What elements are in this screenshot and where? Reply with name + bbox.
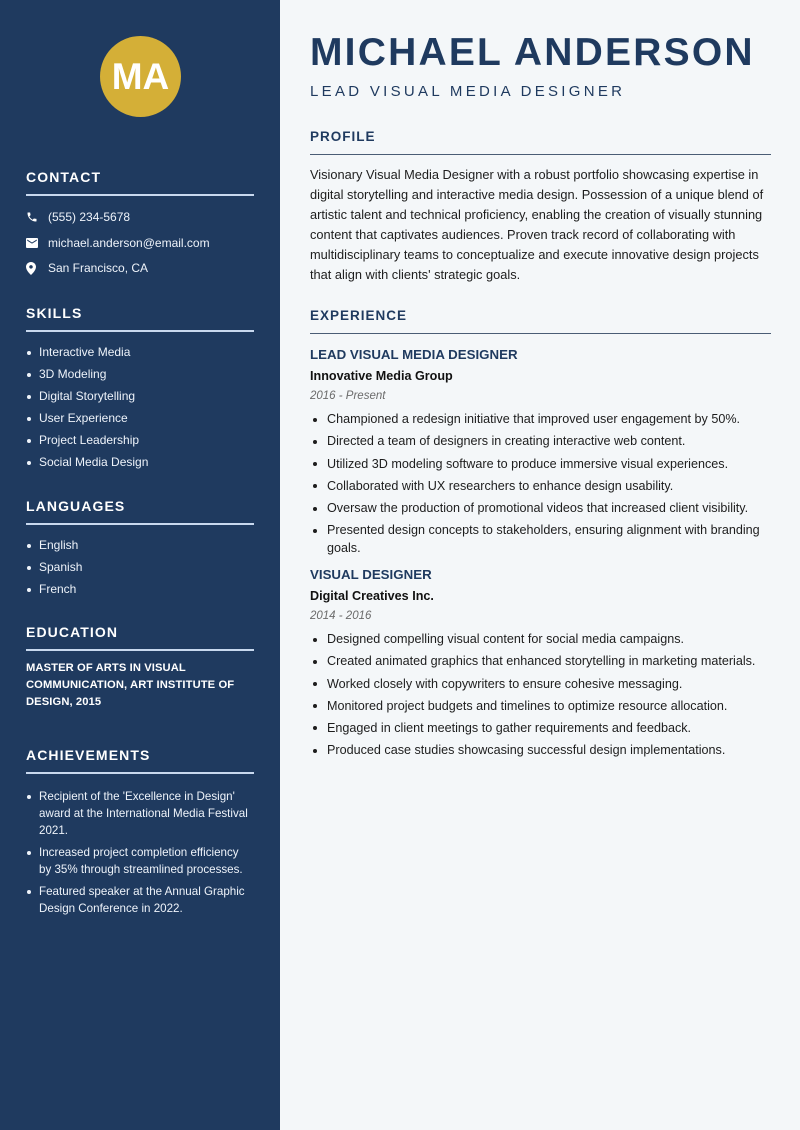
contact-divider xyxy=(26,194,254,196)
language-item: English xyxy=(26,534,254,556)
contact-phone xyxy=(26,205,254,231)
contact-list xyxy=(26,205,254,282)
email-icon xyxy=(26,238,48,248)
job-title: LEAD VISUAL MEDIA DESIGNER xyxy=(310,347,518,363)
job-bullet: Directed a team of designers in creating interactive web content. xyxy=(310,432,771,450)
skills-list xyxy=(26,341,254,474)
profile-section xyxy=(310,128,771,285)
job-title: VISUAL DESIGNER xyxy=(310,567,432,583)
job-bullets xyxy=(310,630,771,759)
experience-heading: EXPERIENCE xyxy=(310,308,408,323)
skill-item: Project Leadership xyxy=(26,429,254,451)
job-entry xyxy=(310,346,771,557)
profile-summary: Visionary Visual Media Designer with a robust portfolio showcasing expertise in digital storytelling and interactive media design. Possession of a unique blend of artistic talent and technical proficiency, enabling the creation of visually stunning content that captivates audiences. Proven track record of collaborating with multidisciplinary teams to conceptualize and execute innovative design projects that align with clients' strategic goals. xyxy=(310,167,764,283)
job-dates: 2016 - Present xyxy=(310,390,386,403)
experience-section xyxy=(310,307,771,763)
achievements-list xyxy=(26,788,254,917)
contact-heading: CONTACT xyxy=(26,169,102,185)
job-company: Innovative Media Group xyxy=(310,369,453,384)
contact-location xyxy=(26,256,254,282)
achievements-heading: ACHIEVEMENTS xyxy=(26,747,151,763)
contact-section xyxy=(26,168,254,281)
skill-item: Social Media Design xyxy=(26,451,254,473)
job-bullet: Created animated graphics that enhanced storytelling in marketing materials. xyxy=(310,652,771,670)
skill-item: User Experience xyxy=(26,407,254,429)
job-bullet: Utilized 3D modeling software to produce immersive visual experiences. xyxy=(310,455,771,473)
job-bullet: Designed compelling visual content for social media campaigns. xyxy=(310,630,771,648)
skills-divider xyxy=(26,330,254,332)
contact-email xyxy=(26,230,254,256)
skill-item: Interactive Media xyxy=(26,341,254,363)
languages-divider xyxy=(26,523,254,525)
achievements-divider xyxy=(26,772,254,774)
skills-heading: SKILLS xyxy=(26,305,83,321)
job-bullet: Collaborated with UX researchers to enhance design usability. xyxy=(310,477,771,495)
languages-section xyxy=(26,497,254,600)
job-company: Digital Creatives Inc. xyxy=(310,589,434,604)
job-bullet: Presented design concepts to stakeholders, ensuring alignment with branding goals. xyxy=(310,521,771,557)
education-section xyxy=(26,623,254,711)
avatar xyxy=(100,36,181,117)
contact-email-text[interactable]: michael.anderson@email.com xyxy=(48,235,210,250)
skill-item: 3D Modeling xyxy=(26,363,254,385)
education-divider xyxy=(26,649,254,651)
achievement-item: Increased project completion efficiency by 35% through streamlined processes. xyxy=(26,844,254,878)
language-item: French xyxy=(26,578,254,600)
candidate-title: LEAD VISUAL MEDIA DESIGNER xyxy=(310,83,626,100)
achievement-item: Featured speaker at the Annual Graphic Design Conference in 2022. xyxy=(26,883,254,917)
profile-divider xyxy=(310,154,771,155)
languages-heading: LANGUAGES xyxy=(26,498,126,514)
job-bullet: Oversaw the production of promotional videos that increased client visibility. xyxy=(310,499,771,517)
language-item: Spanish xyxy=(26,556,254,578)
job-bullet: Engaged in client meetings to gather requirements and feedback. xyxy=(310,719,771,737)
skills-section xyxy=(26,304,254,474)
skill-item: Digital Storytelling xyxy=(26,385,254,407)
profile-heading: PROFILE xyxy=(310,129,376,144)
job-bullet: Worked closely with copywriters to ensure cohesive messaging. xyxy=(310,675,771,693)
job-bullets xyxy=(310,410,771,557)
avatar-initials: MA xyxy=(111,55,170,97)
education-degree: MASTER OF ARTS IN VISUAL COMMUNICATION, ART INSTITUTE OF DESIGN, 2015 xyxy=(26,661,235,709)
job-bullet: Championed a redesign initiative that improved user engagement by 50%. xyxy=(310,410,771,428)
sidebar xyxy=(0,0,280,1130)
job-entry xyxy=(310,566,771,759)
job-dates: 2014 - 2016 xyxy=(310,610,372,623)
experience-divider xyxy=(310,333,771,334)
job-bullet: Monitored project budgets and timelines to optimize resource allocation. xyxy=(310,697,771,715)
phone-icon xyxy=(26,211,48,223)
achievement-item: Recipient of the 'Excellence in Design' award at the International Media Festival 2021. xyxy=(26,788,254,839)
candidate-name: MICHAEL ANDERSON xyxy=(310,31,755,74)
education-heading: EDUCATION xyxy=(26,624,119,640)
achievements-section xyxy=(26,746,254,922)
languages-list xyxy=(26,534,254,601)
contact-phone-text[interactable]: (555) 234-5678 xyxy=(48,210,131,225)
contact-location-text: San Francisco, CA xyxy=(48,261,149,276)
job-bullet: Produced case studies showcasing successful design implementations. xyxy=(310,741,771,759)
location-pin-icon xyxy=(26,262,48,275)
